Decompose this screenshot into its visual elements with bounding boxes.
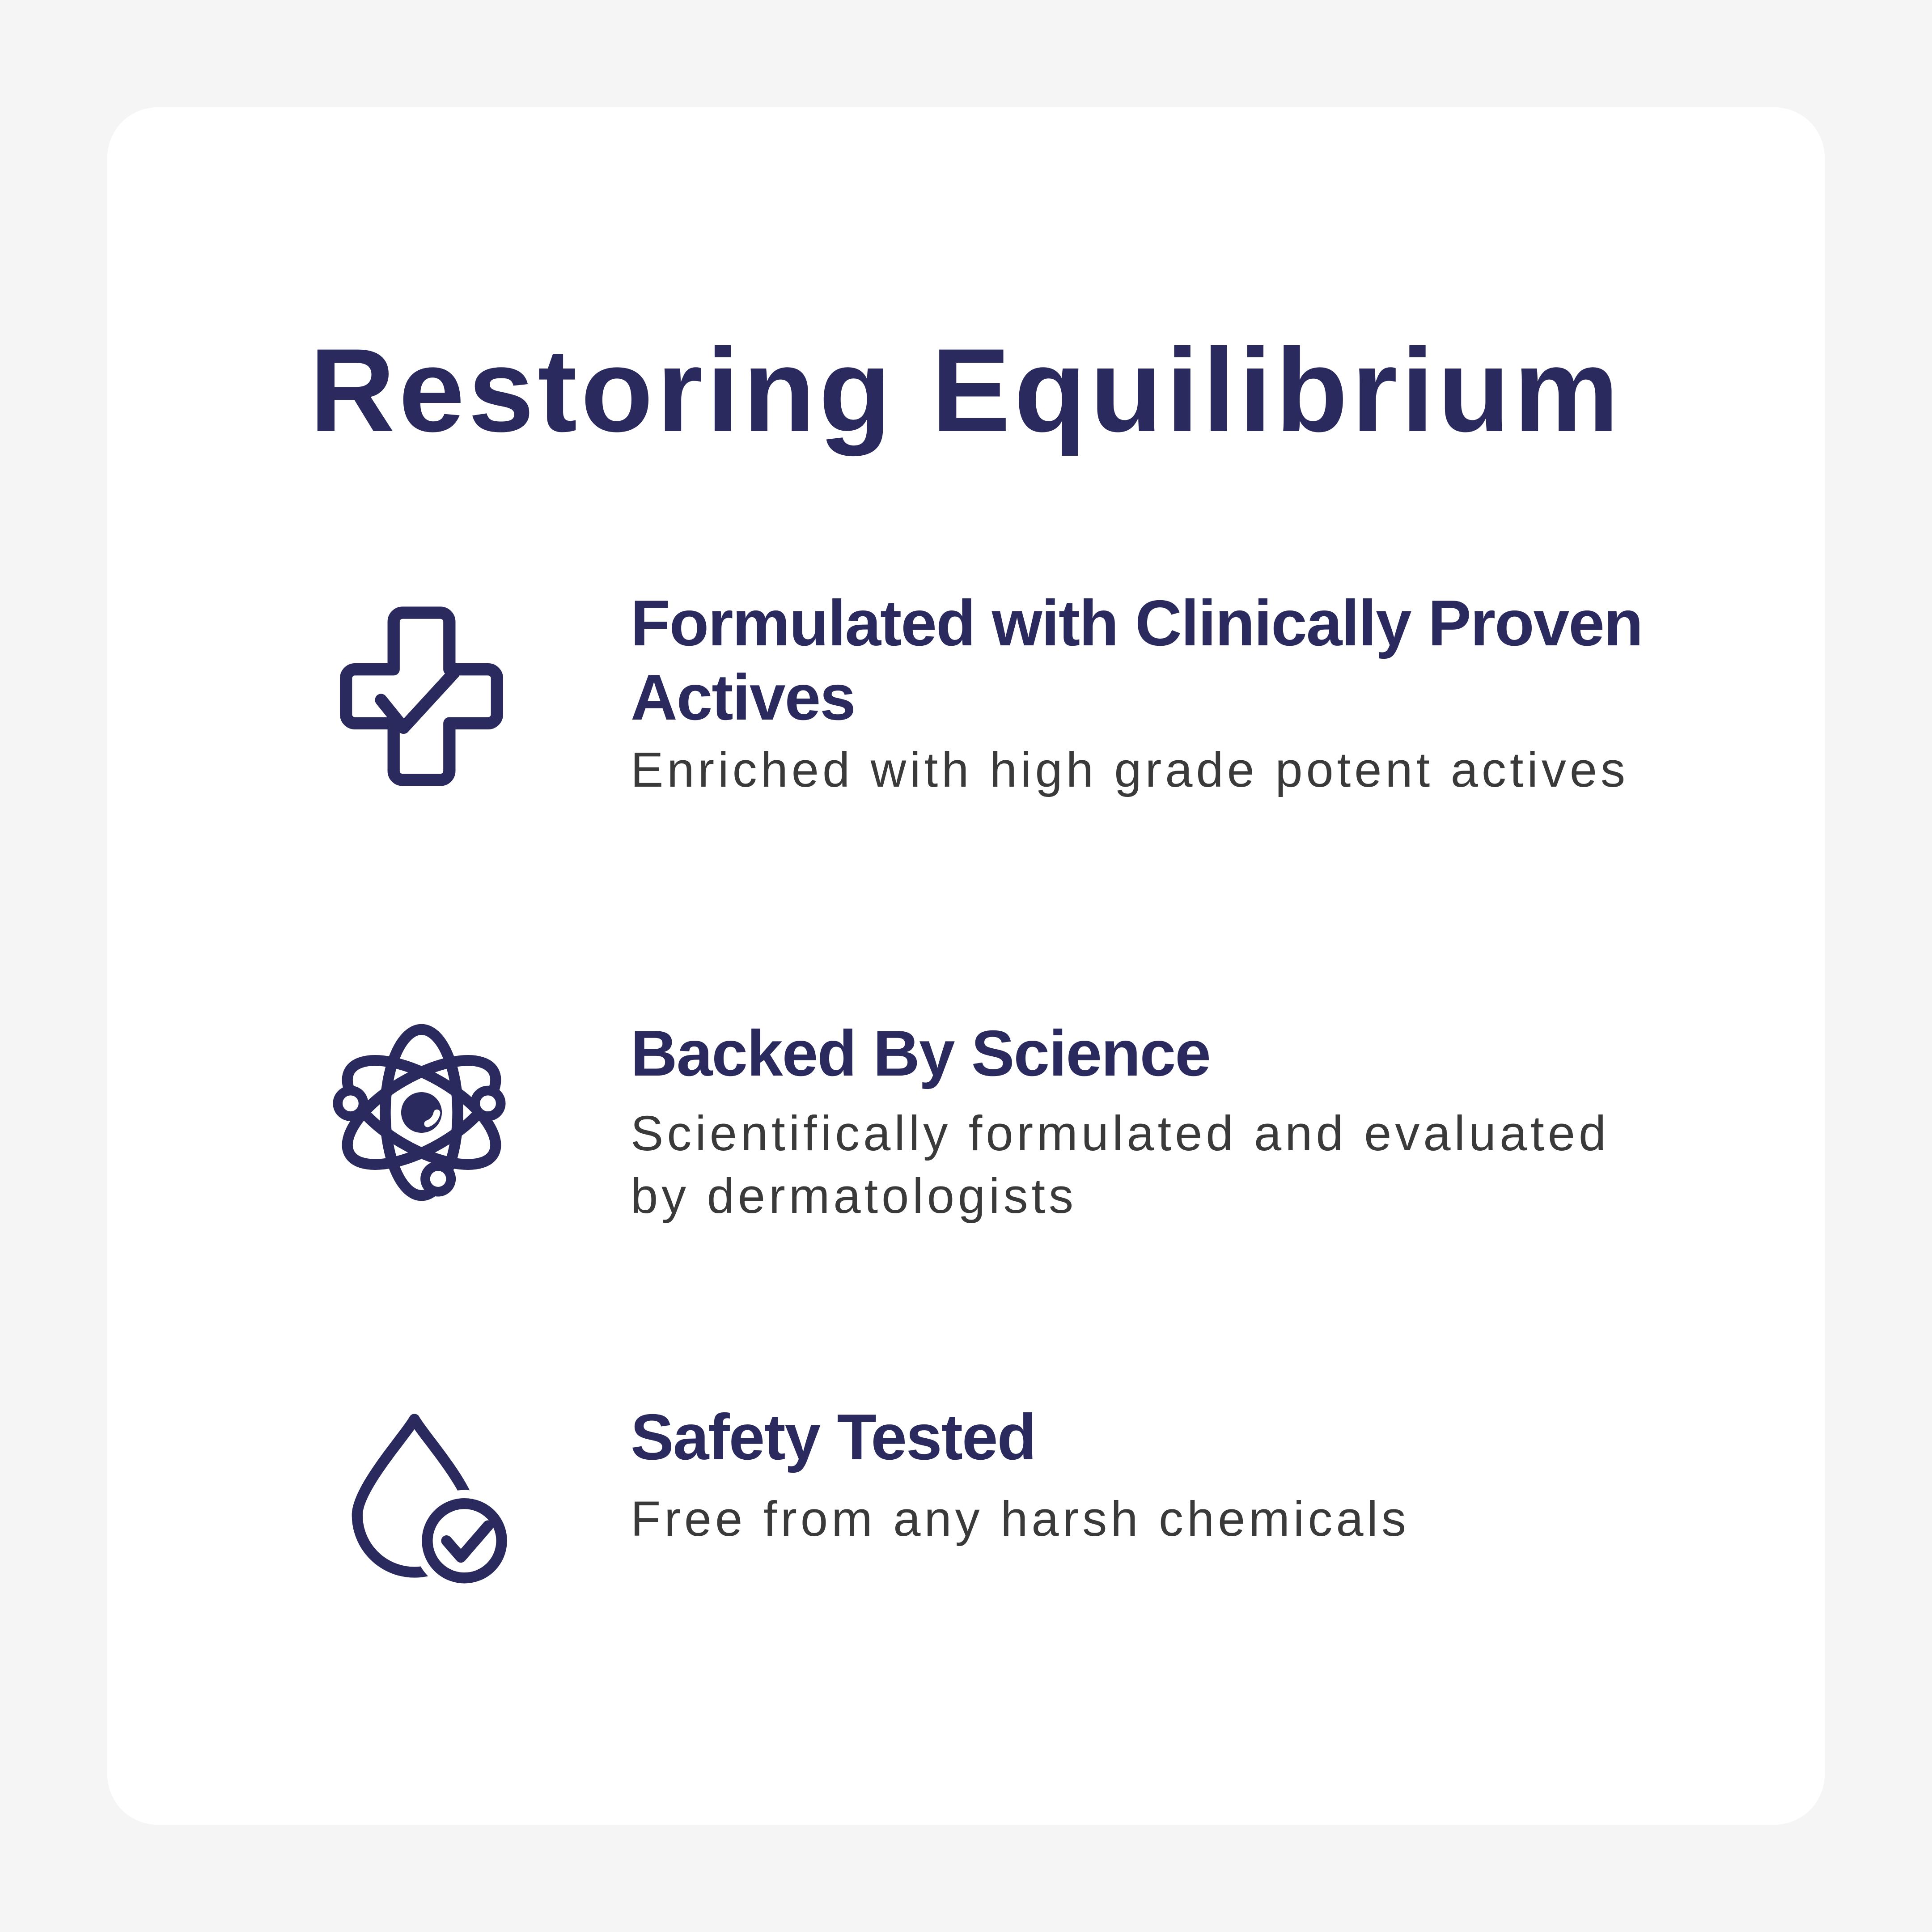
feature-1-heading bbox=[631, 586, 1758, 734]
feature-1-body-line-1: Enriched with high grade potent actives bbox=[631, 742, 1629, 797]
feature-2-heading-line-1: Backed By Science bbox=[631, 1017, 1210, 1089]
feature-1-body bbox=[631, 739, 1758, 801]
feature-2-body-line-2: by dermatologists bbox=[631, 1169, 1077, 1224]
feature-2-body bbox=[631, 1102, 1758, 1228]
water-drop-check-icon bbox=[344, 1404, 519, 1594]
feature-2-text bbox=[631, 1016, 1758, 1228]
feature-3-heading bbox=[631, 1400, 1758, 1474]
page-title: Restoring Equilibrium bbox=[309, 324, 1623, 457]
feature-3-body bbox=[631, 1488, 1758, 1551]
feature-1-text bbox=[631, 586, 1758, 801]
feature-3-text bbox=[631, 1400, 1758, 1551]
feature-3-heading-line-1: Safety Tested bbox=[631, 1401, 1036, 1473]
medical-cross-check-icon bbox=[338, 606, 505, 786]
feature-3-body-line-1: Free from any harsh chemicals bbox=[631, 1491, 1410, 1546]
feature-1-heading-line-2: Actives bbox=[631, 661, 855, 733]
feature-2-heading bbox=[631, 1016, 1758, 1090]
atom-icon bbox=[331, 1017, 512, 1208]
feature-1-heading-line-1: Formulated with Clinically Proven bbox=[631, 587, 1643, 659]
content-card bbox=[107, 107, 1825, 1825]
feature-2-body-line-1: Scientifically formulated and evaluated bbox=[631, 1106, 1610, 1161]
